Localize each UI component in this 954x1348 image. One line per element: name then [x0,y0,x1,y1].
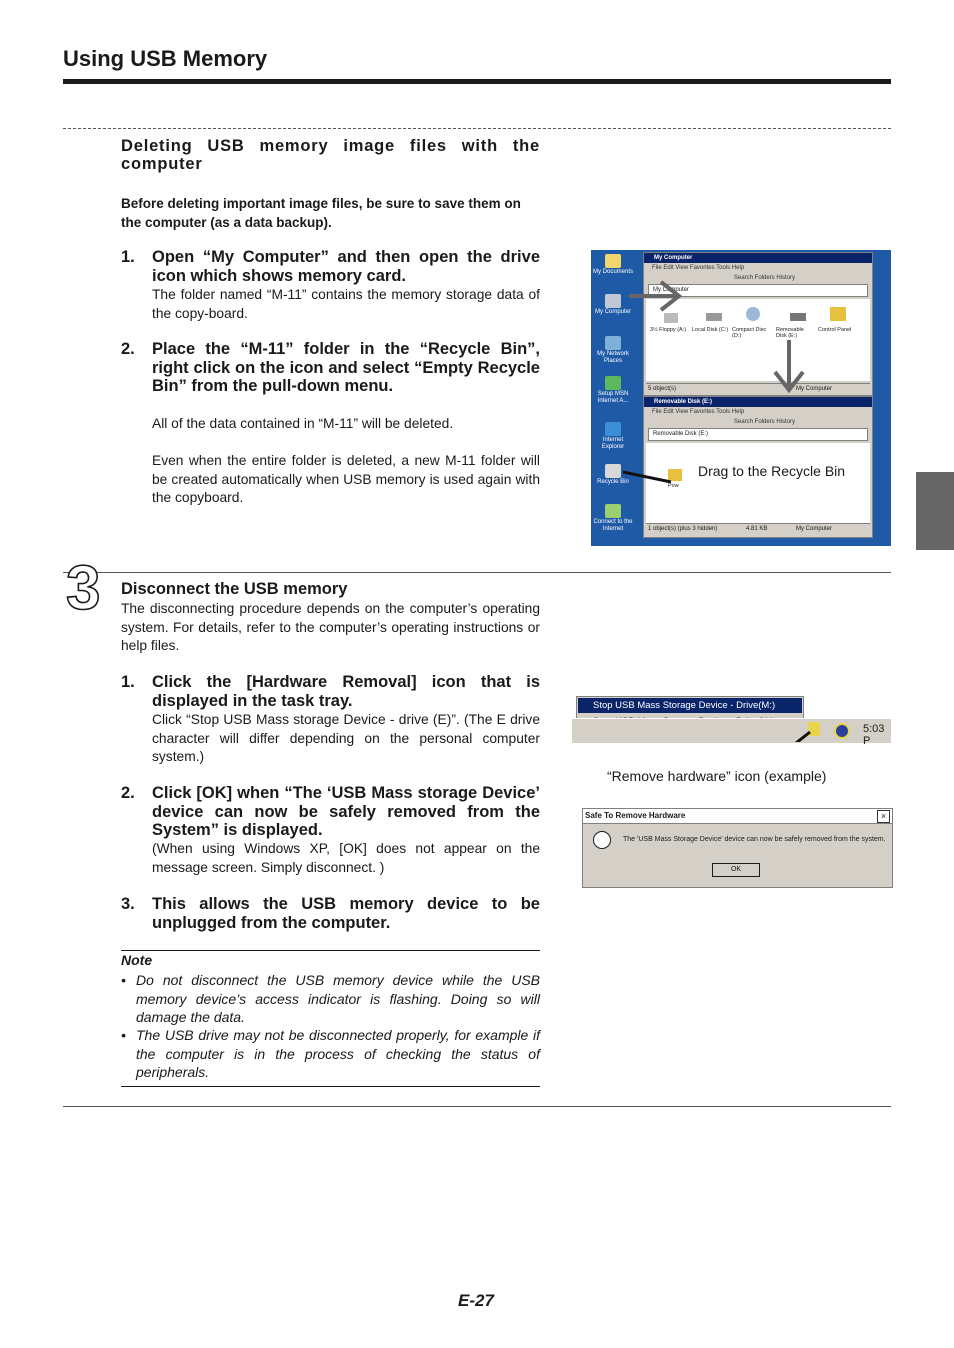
window-menu[interactable]: File Edit View Favorites Tools Help [652,409,745,415]
note-top-rule [121,950,540,951]
dialog-message: The 'USB Mass Storage Device' device can now be safely removed from the system. [623,836,886,843]
step-body: (When using Windows XP, [OK] does not appear on the message screen. Simply disconnect. ) [152,841,540,875]
status-bar: 1 object(s) (plus 3 hidden) 4.81 KB My Computer [646,523,870,534]
address-field[interactable]: My Computer [648,284,868,297]
desktop-icon-recycle-bin: Recycle Bin [593,464,633,486]
section-intro: The disconnecting procedure depends on the computer’s operating system. For details, refer to the computer’s operating instructions or help files. [121,601,540,654]
section-heading-disconnect: Disconnect the USB memory [121,580,348,598]
control-panel[interactable]: Control Panel [818,327,852,333]
drive-e[interactable]: Removable Disk (E:) [776,327,804,339]
desktop-icon-my-computer: My Computer [593,294,633,316]
note-title: Note [121,952,153,968]
step-body: The folder named “M-11” contains the memory storage data of the copy-board. [152,287,540,321]
chapter-tab [916,472,954,550]
arrow-left-icon [623,472,671,482]
page-number: E-27 [458,1291,494,1310]
arrow-pointer-icon [572,696,891,742]
section-heading-delete: Deleting USB memory image files with the computer [121,137,540,173]
clock: 5:03 P [863,723,885,747]
drive-a[interactable]: 3½ Floppy (A:) [650,327,687,333]
info-icon [593,831,611,849]
desktop-icon-ie: Internet Explorer [593,422,633,451]
bottom-divider [63,1106,891,1107]
step-number: 3. [121,895,135,913]
desktop-icon-my-documents: My Documents [593,254,633,276]
step-number: 2. [121,784,135,802]
drive-d[interactable]: Compact Disc (D:) [732,327,767,339]
step-heading: This allows the USB memory device to be unplugged from the computer. [152,895,540,932]
desktop-icon-msn: Setup MSN Internet A... [593,376,633,405]
step-heading: Open “My Computer” and then open the drive icon which shows memory card. [152,248,540,285]
desktop-icon-connect: Connect to the Internet [593,504,633,533]
drag-caption: Drag to the Recycle Bin [698,463,846,479]
address-field[interactable]: Removable Disk (E:) [648,428,868,441]
folder-label[interactable]: Pow [668,483,679,489]
note-bullet: Do not disconnect the USB memory device while the USB memory device’s access indicator is flashing. Doing so will damage the data. [136,972,540,1025]
dialog-title: Safe To Remove Hardware [583,809,892,824]
ok-button[interactable]: OK [712,863,760,877]
task-tray-screenshot [572,696,891,747]
drive-c[interactable]: Local Disk (C:) [692,327,729,333]
close-icon[interactable]: × [877,810,890,823]
tray-caption: “Remove hardware” icon (example) [607,768,827,784]
arrow-down-icon [775,340,803,390]
step-number: 1. [121,673,135,691]
step-number: 1. [121,248,135,266]
explorer-screenshot [591,250,891,546]
step-body: All of the data contained in “M-11” will be deleted. [152,416,454,431]
note-bottom-rule [121,1086,540,1087]
window-menu[interactable]: File Edit View Favorites Tools Help [652,265,745,271]
step-number: 2. [121,340,135,358]
backup-warning: Before deleting important image files, be sure to save them on the computer (as a data backup). [121,196,521,230]
status-bar: 5 object(s) My Computer [646,383,870,394]
window-toolbar[interactable]: Search Folders History [734,275,796,281]
step-heading: Place the “M-11” folder in the “Recycle Bin”, right click on the icon and select “Empty Recycle Bin” from the pull-down menu. [152,340,540,395]
desktop-icon-network: My Network Places [593,336,633,365]
bullet-dot: • [121,972,126,988]
note-bullet: The USB drive may not be disconnected properly, for example if the computer is in the process of checking the status of peripherals. [136,1027,540,1080]
step-heading: Click the [Hardware Removal] icon that is displayed in the task tray. [152,673,540,710]
step-body-extra: Even when the entire folder is deleted, a new M-11 folder will be created automatically when USB memory is used again with the copyboard. [152,453,540,506]
safe-remove-dialog [582,808,893,888]
arrow-right-icon [629,282,679,310]
section-number: 3 [66,554,101,623]
menu-item-stop-m[interactable]: Stop USB Mass Storage Device - Drive(M:) [578,698,802,713]
page-title: Using USB Memory [63,46,268,71]
bullet-dot: • [121,1027,126,1043]
header-rule [63,79,891,84]
step-body: Click “Stop USB Mass storage Device - drive (E)”. (The E drive character will differ depending on the personal computer system.) [152,712,540,765]
section-divider [63,572,891,573]
arrows-overlay [591,250,891,546]
dotted-divider [63,128,891,129]
step-heading: Click [OK] when “The ‘USB Mass storage Device’ device can now be safely removed from the System” is displayed. [152,784,540,839]
window-title: My Computer [644,253,872,263]
window-toolbar[interactable]: Search Folders History [734,419,796,425]
window-title: Removable Disk (E:) [644,397,872,407]
